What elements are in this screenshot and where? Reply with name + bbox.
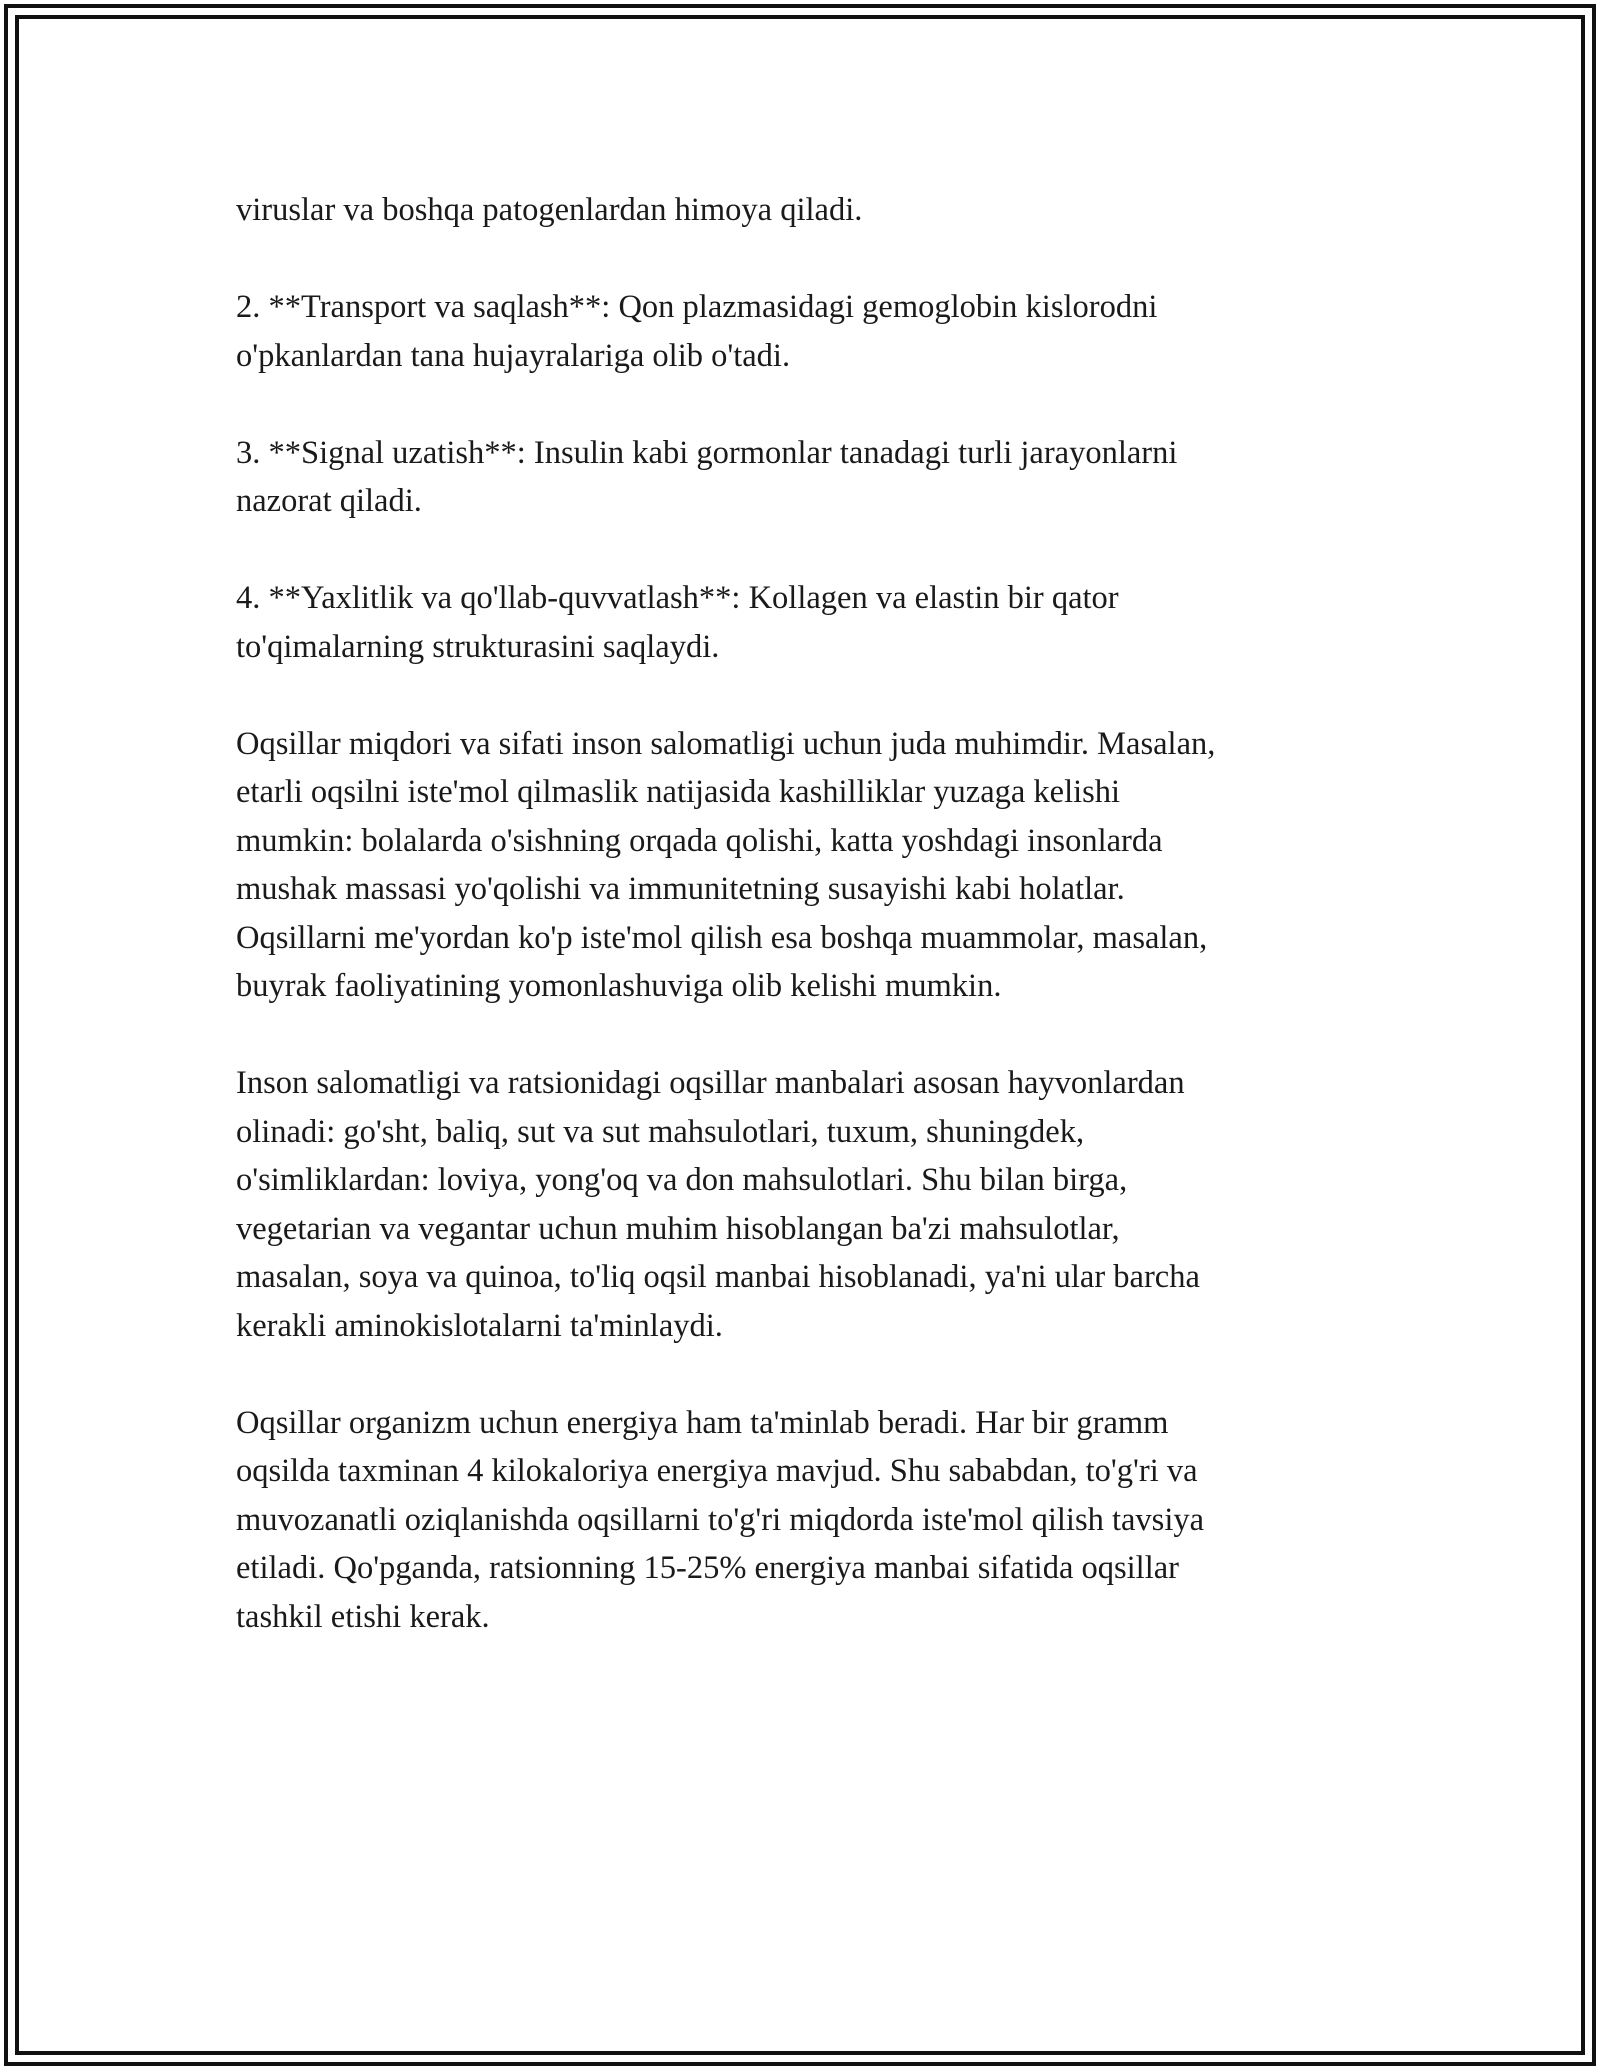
paragraph-item-signal [236,429,1366,526]
text-line: etiladi. Qo'pganda, ratsionning 15-25% energiya manbai sifatida oqsillar [236,1550,1179,1586]
text-line: o'pkanlardan tana hujayralariga olib o'tadi. [236,337,791,374]
paragraph-item-integrity [236,574,1366,671]
text-line: o'simliklardan: loviya, yong'oq va don mahsulotlari. Shu bilan birga, [236,1162,1128,1198]
text-line: mushak massasi yo'qolishi va immunitetning susayishi kabi holatlar. [236,871,1125,907]
paragraph-protein-sources [236,1059,1366,1350]
text-line: kerakli aminokislotalarni ta'minlaydi. [236,1307,723,1344]
paragraph-protein-importance [236,720,1366,1011]
text-line: buyrak faoliyatining yomonlashuviga olib kelishi mumkin. [236,968,1002,1004]
document-body [236,186,1366,1690]
text-line: 2. **Transport va saqlash**: Qon plazmasidagi gemoglobin kislorodni [236,289,1158,325]
text-line: Inson salomatligi va ratsionidagi oqsillar manbalari asosan hayvonlardan [236,1065,1185,1101]
text-line: Oqsillarni me'yordan ko'p iste'mol qilish esa boshqa muammolar, masalan, [236,919,1208,956]
text-line: nazorat qiladi. [236,483,422,519]
text-line: etarli oqsilni iste'mol qilmaslik natijasida kashilliklar yuzaga kelishi [236,774,1121,810]
text-line: mumkin: bolalarda o'sishning orqada qolishi, katta yoshdagi insonlarda [236,822,1163,859]
text-line: oqsilda taxminan 4 kilokaloriya energiya mavjud. Shu sababdan, to'g'ri va [236,1453,1198,1489]
text-line: to'qimalarning strukturasini saqlaydi. [236,628,720,665]
text-line: vegetarian va vegantar uchun muhim hisoblangan ba'zi mahsulotlar, [236,1210,1120,1247]
paragraph-item-transport [236,283,1366,380]
text-line: Oqsillar miqdori va sifati inson salomatligi uchun juda muhimdir. Masalan, [236,725,1216,762]
text-line: 4. **Yaxlitlik va qo'llab-quvvatlash**: Kollagen va elastin bir qator [236,580,1119,616]
paragraph-continuation [236,186,1366,235]
text-line: tashkil etishi kerak. [236,1598,490,1635]
text-line: muvozanatli oziqlanishda oqsillarni to'g'ri miqdorda iste'mol qilish tavsiya [236,1501,1205,1538]
text-line: masalan, soya va quinoa, to'liq oqsil manbai hisoblanadi, ya'ni ular barcha [236,1259,1200,1295]
text-line: olinadi: go'sht, baliq, sut va sut mahsulotlari, tuxum, shuningdek, [236,1113,1085,1150]
text-line: 3. **Signal uzatish**: Insulin kabi gormonlar tanadagi turli jarayonlarni [236,434,1178,471]
text-line: Oqsillar organizm uchun energiya ham ta'minlab beradi. Har bir gramm [236,1404,1169,1441]
text-line: viruslar va boshqa patogenlardan himoya qiladi. [236,192,863,228]
paragraph-protein-energy [236,1399,1366,1642]
